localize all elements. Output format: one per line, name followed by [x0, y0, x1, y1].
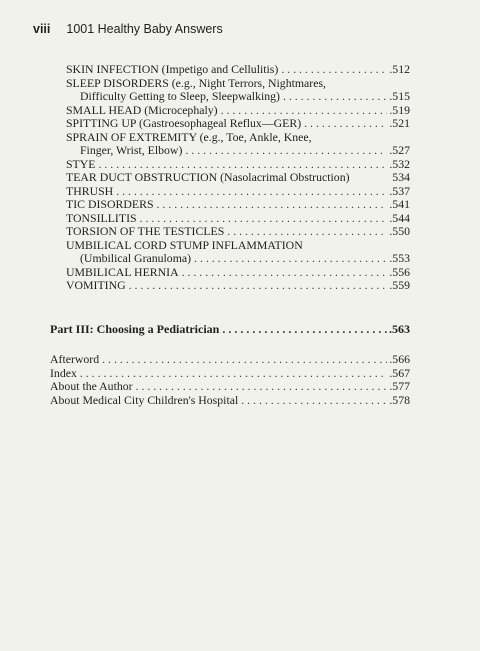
page-header [33, 22, 223, 38]
toc-page-number: .521 [389, 116, 410, 130]
backmatter-page-number: .578 [389, 392, 410, 407]
toc-entry-title: UMBILICAL HERNIA [66, 264, 179, 279]
part-heading [50, 322, 410, 338]
toc-page-number: .519 [389, 102, 410, 117]
toc-entry [66, 158, 410, 172]
toc-entry [66, 131, 410, 158]
toc-page-number: .512 [389, 62, 410, 76]
toc-entry [66, 171, 410, 185]
toc-entry-line [66, 239, 410, 253]
toc-entry-line [66, 252, 410, 266]
toc-entry-line [66, 158, 410, 172]
backmatter-title: About the Author [50, 379, 133, 393]
toc-entry [66, 212, 410, 226]
backmatter-entry [50, 367, 410, 381]
running-title: 1001 Healthy Baby Answers [66, 22, 223, 36]
toc-entry-line [66, 90, 410, 104]
toc-page-number: .527 [389, 143, 410, 157]
toc-entry-title: TORSION OF THE TESTICLES [66, 224, 225, 238]
toc-entry-title: SMALL HEAD (Microcephaly) [66, 102, 218, 117]
dot-leader [182, 266, 388, 280]
back-matter-list [50, 353, 410, 407]
backmatter-page-number: .577 [389, 379, 410, 393]
toc-entry-line [66, 198, 410, 212]
dot-leader [227, 225, 387, 239]
toc-entry-line [66, 279, 410, 293]
dot-leader [129, 279, 388, 293]
toc-entry-title: Finger, Wrist, Elbow) [80, 143, 183, 157]
toc-entry-line [66, 63, 410, 77]
toc-page-number: .515 [389, 89, 410, 103]
toc-entry [66, 266, 410, 280]
toc-entry-title: Difficulty Getting to Sleep, Sleepwalking) [80, 89, 280, 103]
page-folio: viii [33, 22, 51, 36]
backmatter-title: Index [50, 365, 77, 380]
toc-page-number: .550 [389, 224, 410, 238]
toc-entry [66, 198, 410, 212]
toc-entry-title: (Umbilical Granuloma) [80, 251, 192, 265]
toc-page-number: .556 [389, 264, 410, 279]
backmatter-page-number: .566 [389, 352, 410, 366]
toc-entry [66, 63, 410, 77]
toc-entry [66, 117, 410, 131]
toc-entry-title: UMBILICAL CORD STUMP INFLAMMATION [66, 237, 303, 252]
toc-page-number: .532 [389, 156, 410, 171]
toc-entry-title: TEAR DUCT OBSTRUCTION (Nasolacrimal Obstruction) [66, 170, 350, 184]
toc-entry-line [66, 144, 410, 158]
toc-entry-title: SKIN INFECTION (Impetigo and Cellulitis) [66, 62, 279, 76]
toc-page-number: .559 [389, 278, 410, 292]
dot-leader [194, 252, 387, 266]
dot-leader [80, 367, 387, 381]
toc-entry [66, 185, 410, 199]
dot-leader [116, 185, 387, 199]
dot-leader [99, 158, 388, 172]
table-of-contents [66, 63, 410, 293]
toc-entry-title: SPRAIN OF EXTREMITY (e.g., Toe, Ankle, Knee, [66, 129, 312, 144]
toc-entry-title: THRUSH [66, 183, 114, 198]
dot-leader [241, 394, 387, 408]
backmatter-entry [50, 353, 410, 367]
dot-leader [185, 144, 387, 158]
backmatter-title: About Medical City Children's Hospital [50, 392, 239, 407]
part-page-number: .563 [389, 322, 410, 336]
toc-entry-title: VOMITING [66, 278, 126, 292]
toc-entry-line [66, 212, 410, 226]
toc-page-number: .553 [389, 251, 410, 265]
toc-page-number: .537 [389, 183, 410, 198]
dot-leader [304, 117, 387, 131]
toc-entry [66, 239, 410, 266]
toc-entry-title: SPITTING UP (Gastroesophageal Reflux—GER) [66, 116, 302, 130]
dot-leader [157, 198, 388, 212]
toc-entry-line [66, 225, 410, 239]
dot-leader [102, 353, 387, 367]
dot-leader [221, 104, 388, 118]
toc-entry [66, 77, 410, 104]
part-title: Part III: Choosing a Pediatrician [50, 322, 220, 336]
dot-leader [281, 63, 387, 77]
toc-entry-line [66, 266, 410, 280]
dot-leader [140, 212, 388, 226]
toc-entry-line [66, 185, 410, 199]
toc-entry-line [66, 117, 410, 131]
toc-entry-title: TIC DISORDERS [66, 197, 154, 211]
toc-entry-line [66, 171, 410, 185]
toc-entry-title: STYE [66, 156, 96, 171]
toc-entry-line [66, 131, 410, 145]
toc-page-number: 534 [392, 170, 410, 184]
toc-entry-line [66, 104, 410, 118]
dot-leader [136, 380, 388, 394]
toc-entry-line [66, 77, 410, 91]
toc-entry-title: SLEEP DISORDERS (e.g., Night Terrors, Nightmares, [66, 75, 326, 90]
backmatter-entry [50, 380, 410, 394]
toc-page-number: .544 [389, 210, 410, 225]
dot-leader [283, 90, 387, 104]
backmatter-page-number: .567 [389, 365, 410, 380]
dot-leader [222, 322, 387, 337]
toc-entry [66, 225, 410, 239]
toc-entry [66, 279, 410, 293]
backmatter-entry [50, 394, 410, 408]
toc-page-number: .541 [389, 197, 410, 211]
toc-entry-title: TONSILLITIS [66, 210, 137, 225]
backmatter-title: Afterword [50, 352, 100, 366]
toc-entry [66, 104, 410, 118]
